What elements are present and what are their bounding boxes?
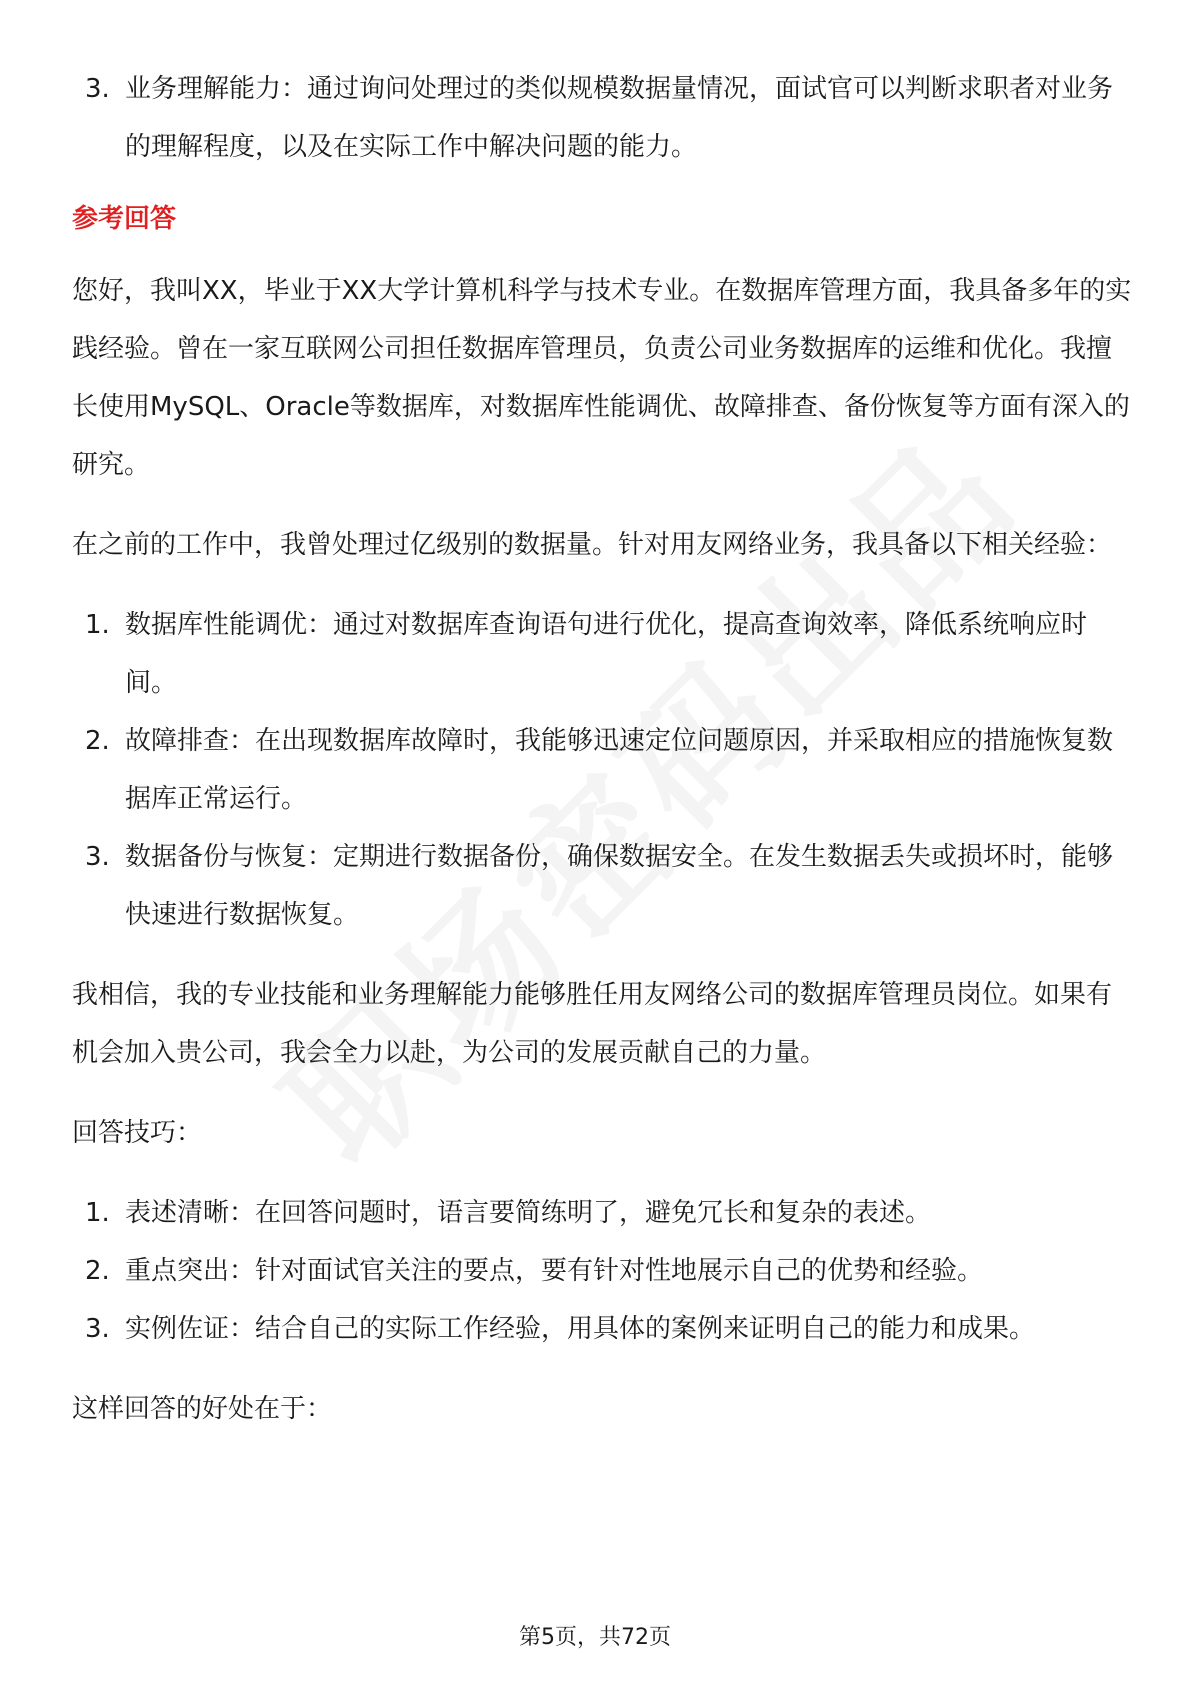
page-number: 第5页，共72页 <box>519 1625 671 1650</box>
tips-title: 回答技巧： <box>72 1118 203 1148</box>
list-text: 数据库性能调优：通过对数据库查询语句进行优化，提高查询效率，降低系统响应时间。 <box>125 610 1088 698</box>
list-text: 重点突出：针对面试官关注的要点，要有针对性地展示自己的优势和经验。 <box>125 1256 984 1286</box>
list-text: 业务理解能力：通过询问处理过的类似规模数据量情况，面试官可以判断求职者对业务的理解程度，以及在实际工作中解决问题的能力。 <box>125 74 1114 162</box>
paragraph-intro: 您好，我叫XX，毕业于XX大学计算机科学与技术专业。在数据库管理方面，我具备多年的实践经验。曾在一家互联网公司担任数据库管理员，负责公司业务数据库的运维和优化。我擅长使用MySQL、Oracle等数据库，对数据库性能调优、故障排查、备份恢复等方面有深入的研究。 <box>72 276 1132 480</box>
experience-list <box>72 596 1132 944</box>
list-text: 实例佐证：结合自己的实际工作经验，用具体的案例来证明自己的能力和成果。 <box>125 1314 1036 1344</box>
list-text: 数据备份与恢复：定期进行数据备份，确保数据安全。在发生数据丢失或损坏时，能够快速进行数据恢复。 <box>125 842 1114 930</box>
list-item <box>72 1242 1132 1300</box>
page-content <box>72 60 1132 1438</box>
list-item <box>72 60 1132 176</box>
list-text: 表述清晰：在回答问题时，语言要简练明了，避免冗长和复杂的表述。 <box>125 1198 932 1228</box>
list-number: 3. <box>85 74 110 104</box>
list-number: 2. <box>85 726 110 756</box>
section-heading: 参考回答 <box>72 204 177 234</box>
list-number: 1. <box>85 1198 110 1228</box>
list-item <box>72 596 1132 712</box>
paragraph-closing: 我相信，我的专业技能和业务理解能力能够胜任用友网络公司的数据库管理员岗位。如果有机会加入贵公司，我会全力以赴，为公司的发展贡献自己的力量。 <box>72 980 1113 1068</box>
list-item <box>72 828 1132 944</box>
list-item <box>72 1300 1132 1358</box>
list-number: 2. <box>85 1256 110 1286</box>
list-number: 3. <box>85 842 110 872</box>
list-number: 1. <box>85 610 110 640</box>
paragraph-experience: 在之前的工作中，我曾处理过亿级别的数据量。针对用友网络业务，我具备以下相关经验： <box>72 530 1113 560</box>
list-item <box>72 1184 1132 1242</box>
closing-line: 这样回答的好处在于： <box>72 1394 333 1424</box>
list-number: 3. <box>85 1314 110 1344</box>
list-item <box>72 712 1132 828</box>
tips-list <box>72 1184 1132 1358</box>
list-text: 故障排查：在出现数据库故障时，我能够迅速定位问题原因，并采取相应的措施恢复数据库正常运行。 <box>125 726 1114 814</box>
